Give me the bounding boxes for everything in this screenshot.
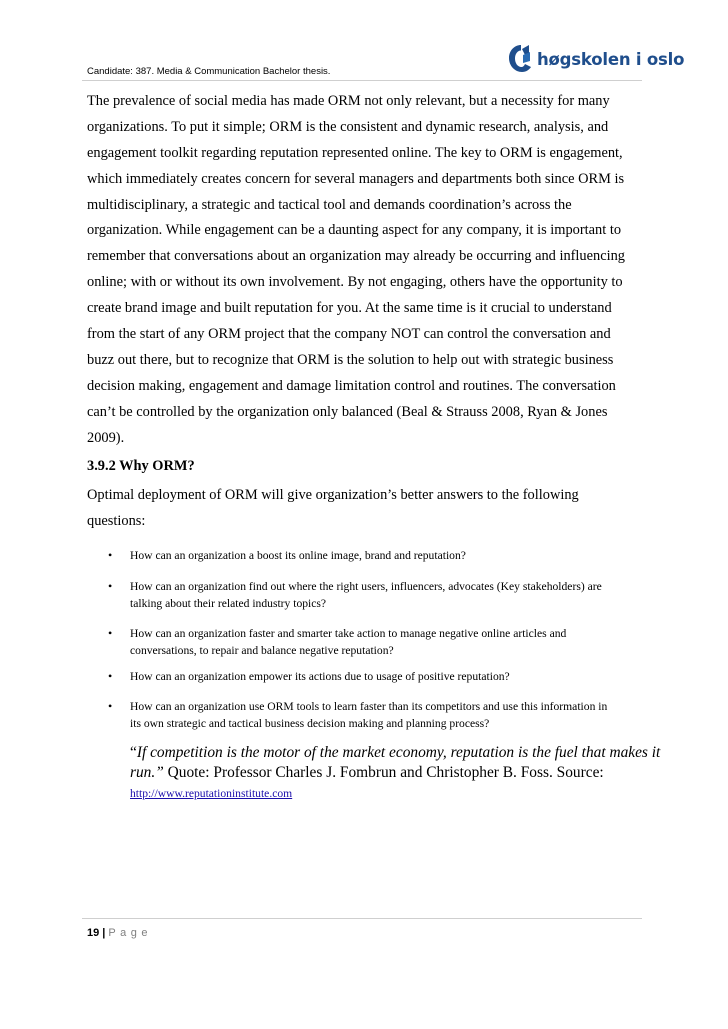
paragraph-line: from the start of any ORM project that the company NOT can control the conversation and [87, 326, 611, 343]
paragraph-line: remember that conversations about an organization may already be occurring and influencing [87, 248, 625, 265]
paragraph-line: engagement toolkit regarding reputation represented online. The key to ORM is engagement, [87, 144, 623, 161]
quote-text: If competition is the motor of the market economy, reputation is the fuel that makes it [136, 744, 661, 761]
bullet-icon: • [108, 669, 113, 683]
list-item-text: How can an organization empower its actions due to usage of positive reputation? [130, 670, 510, 683]
list-item-text: talking about their related industry topics? [130, 597, 327, 610]
paragraph-line: which immediately creates concern for several managers and departments both since ORM is [87, 170, 625, 187]
hogskolen-logo [505, 42, 684, 76]
intro-line: Optimal deployment of ORM will give organization’s better answers to the following [87, 487, 579, 503]
logo-wordmark: høgskolen i oslo [537, 49, 685, 69]
footer-divider [82, 918, 642, 919]
intro-line: questions: [87, 512, 146, 529]
page-footer [87, 927, 152, 939]
paragraph-line: multidisciplinary, a strategic and tactical tool and demands coordination’s across the [87, 196, 572, 213]
quote-open-mark: “ [130, 744, 137, 761]
list-item-text: conversations, to repair and balance negative reputation? [130, 644, 394, 657]
bullet-icon: • [108, 548, 113, 562]
hogskolen-logo-icon [505, 42, 535, 76]
paragraph-line: organizations. To put it simple; ORM is the consistent and dynamic research, analysis, and [87, 118, 609, 135]
list-item-text: How can an organization a boost its online image, brand and reputation? [130, 549, 466, 562]
quote-text-end: run.” [130, 764, 164, 781]
bullet-icon: • [108, 699, 113, 713]
paragraph-line: buzz out there, but to recognize that ORM is the solution to help out with strategic business [87, 351, 614, 368]
section-heading: 3.9.2 Why ORM? [87, 458, 195, 474]
list-item-text: its own strategic and tactical business decision making and planning process? [130, 717, 490, 730]
quote-attribution: Quote: Professor Charles J. Fombrun and Christopher B. Foss. Source: [163, 764, 604, 781]
list-item-text: How can an organization use ORM tools to learn faster than its competitors and use this information in [130, 700, 608, 713]
body-paragraph [87, 89, 647, 451]
source-link[interactable]: http://www.reputationinstitute.com [130, 787, 293, 800]
page-label: Page [108, 927, 153, 939]
paragraph-line: organization. While engagement can be a daunting aspect for any company, it is important to [87, 222, 622, 239]
bullet-icon: • [108, 579, 113, 593]
paragraph-line: 2009). [87, 429, 125, 446]
header-divider [82, 80, 642, 81]
bullet-icon: • [108, 626, 113, 640]
section-intro [87, 483, 647, 535]
paragraph-line: decision making, engagement and damage limitation control and routines. The conversation [87, 377, 616, 394]
paragraph-line: online; with or without its own involvement. By not engaging, others have the opportunity to [87, 274, 623, 291]
paragraph-line: The prevalence of social media has made ORM not only relevant, but a necessity for many [87, 93, 610, 109]
list-item-text: How can an organization faster and smarter take action to manage negative online articles and [130, 627, 567, 640]
page-number: 19 [87, 927, 100, 939]
header-candidate-text: Candidate: 387. Media & Communication Bachelor thesis. [87, 66, 331, 77]
footer-separator: | [102, 927, 106, 939]
list-item-text: How can an organization find out where the right users, influencers, advocates (Key stakeholders) are [130, 580, 602, 593]
paragraph-line: can’t be controlled by the organization only balanced (Beal & Strauss 2008, Ryan & Jones [87, 403, 608, 420]
quote-block [130, 743, 661, 804]
paragraph-line: create brand image and built reputation for you. At the same time is it crucial to understand [87, 300, 612, 317]
